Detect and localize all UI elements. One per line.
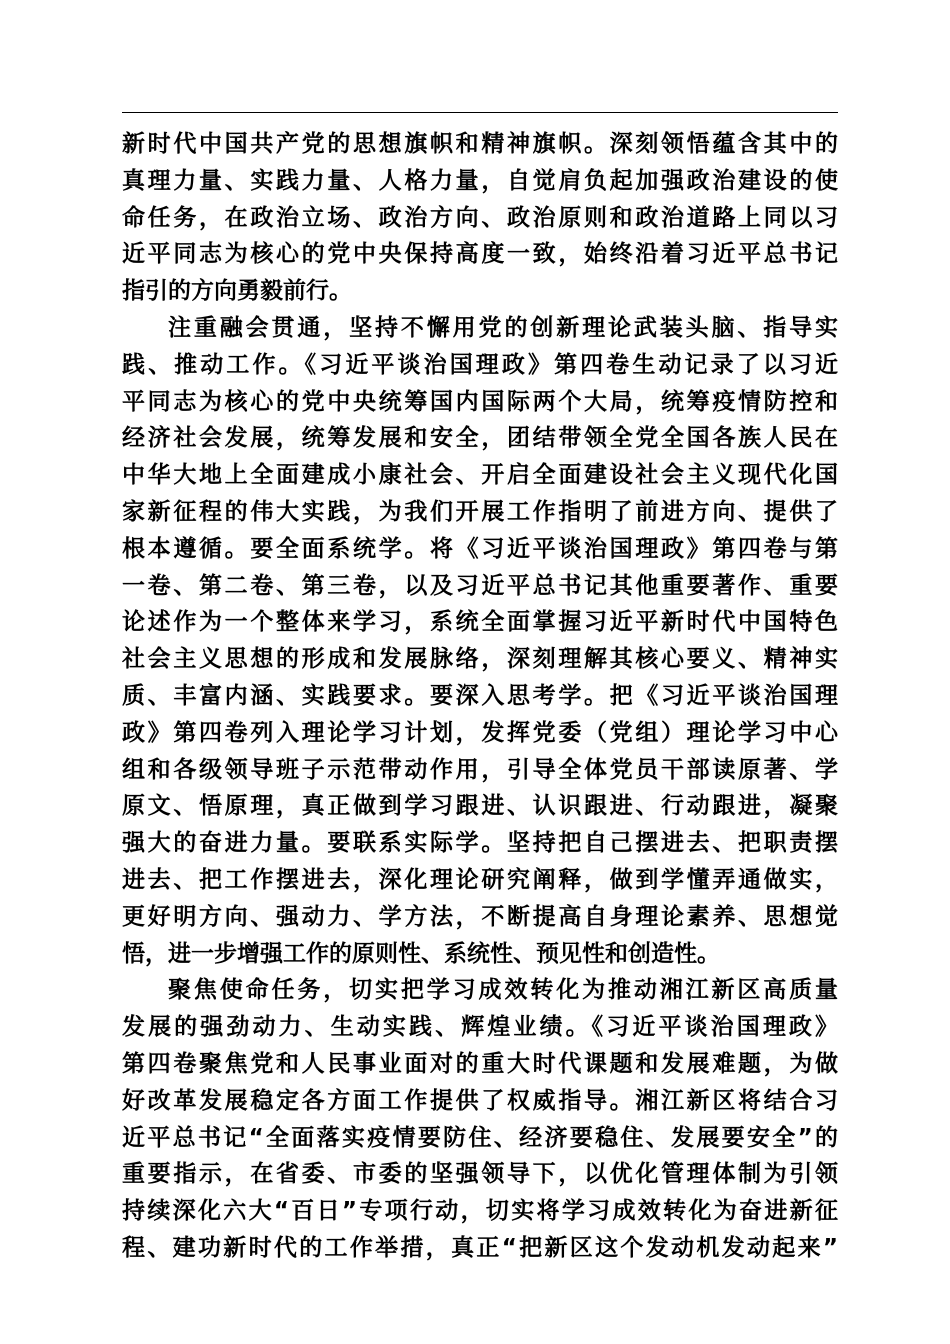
text-line: 近平总书记“全面落实疫情要防住、经济要稳住、发展要安全”的 [122,1124,838,1151]
text-line: 第四卷聚焦党和人民事业面对的重大时代课题和发展难题，为做 [122,1050,838,1077]
text-line: 中华大地上全面建成小康社会、开启全面建设社会主义现代化国 [122,462,838,489]
text-line: 持续深化六大“百日”专项行动，切实将学习成效转化为奋进新征 [122,1198,838,1225]
text-line: 指引的方向勇毅前行。 [122,278,352,305]
text-line: 重要指示，在省委、市委的坚强领导下，以优化管理体制为引领 [122,1161,838,1188]
text-line: 进去、把工作摆进去，深化理论研究阐释，做到学懂弄通做实， [122,866,838,893]
text-line: 发展的强劲动力、生动实践、辉煌业绩。《习近平谈治国理政》 [122,1014,838,1041]
text-line: 程、建功新时代的工作举措，真正“把新区这个发动机发动起来” [122,1234,838,1261]
text-line: 好改革发展稳定各方面工作提供了权威指导。湘江新区将结合习 [122,1087,838,1114]
header-rule [122,112,838,113]
text-line: 平同志为核心的党中央统筹国内国际两个大局，统筹疫情防控和 [122,388,838,415]
paragraph-first-line: 注重融会贯通，坚持不懈用党的创新理论武装头脑、指导实 [168,314,838,341]
text-line: 践、推动工作。《习近平谈治国理政》第四卷生动记录了以习近 [122,351,838,378]
text-line: 更好明方向、强动力、学方法，不断提高自身理论素养、思想觉 [122,903,838,930]
text-line: 政》第四卷列入理论学习计划，发挥党委（党组）理论学习中心 [122,719,838,746]
body-text [122,126,838,1267]
text-line: 近平同志为核心的党中央保持高度一致，始终沿着习近平总书记 [122,241,838,268]
text-line: 组和各级领导班子示范带动作用，引导全体党员干部读原著、学 [122,756,838,783]
text-line: 悟，进一步增强工作的原则性、系统性、预见性和创造性。 [122,940,720,967]
text-line: 质、丰富内涵、实践要求。要深入思考学。把《习近平谈治国理 [122,682,838,709]
text-line: 社会主义思想的形成和发展脉络，深刻理解其核心要义、精神实 [122,646,838,673]
text-line: 命任务，在政治立场、政治方向、政治原则和政治道路上同以习 [122,204,838,231]
text-line: 一卷、第二卷、第三卷，以及习近平总书记其他重要著作、重要 [122,572,838,599]
paragraph-first-line: 聚焦使命任务，切实把学习成效转化为推动湘江新区高质量 [168,977,838,1004]
text-line: 真理力量、实践力量、人格力量，自觉肩负起加强政治建设的使 [122,167,838,194]
text-line: 新时代中国共产党的思想旗帜和精神旗帜。深刻领悟蕴含其中的 [122,131,838,157]
text-line: 强大的奋进力量。要联系实际学。坚持把自己摆进去、把职责摆 [122,830,838,857]
text-line: 根本遵循。要全面系统学。将《习近平谈治国理政》第四卷与第 [122,535,838,562]
text-line: 原文、悟原理，真正做到学习跟进、认识跟进、行动跟进，凝聚 [122,793,838,820]
text-line: 家新征程的伟大实践，为我们开展工作指明了前进方向、提供了 [122,498,838,525]
text-line: 论述作为一个整体来学习，系统全面掌握习近平新时代中国特色 [122,609,838,636]
text-line: 经济社会发展，统筹发展和安全，团结带领全党全国各族人民在 [122,425,838,452]
